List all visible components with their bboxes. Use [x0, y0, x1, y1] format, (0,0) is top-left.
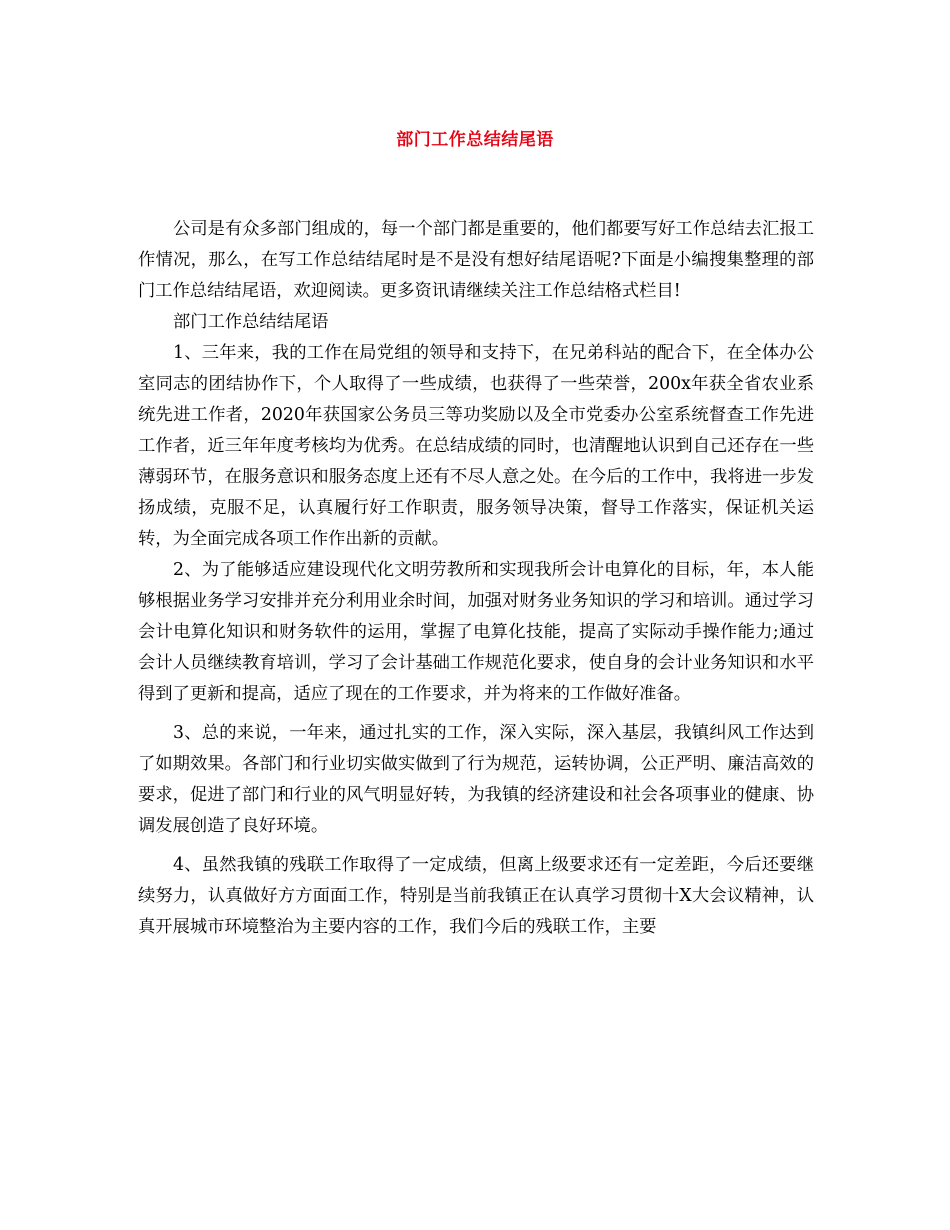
paragraph-3: 3、总的来说，一年来，通过扎实的工作，深入实际，深入基层，我镇纠风工作达到了如期效果。各部门和行业切实做实做到了行为规范，运转协调，公正严明、廉洁高效的要求，促进了部门和行业的风气明显好转，为我镇的经济建设和社会各项事业的健康、协调发展创造了良好环境。 — [138, 723, 814, 836]
section-heading: 部门工作总结结尾语 — [173, 312, 329, 332]
paragraph-1: 1、三年来，我的工作在局党组的领导和支持下，在兄弟科站的配合下，在全体办公室同志的团结协作下，个人取得了一些成绩，也获得了一些荣誉，200x年获全省农业系统先进工作者，2020年获国家公务员三等功奖励以及全市党委办公室系统督查工作先进工作者，近三年年度考核均为优秀。在总结成绩的同时，也清醒地认识到自己还存在一些薄弱环节，在服务意识和服务态度上还有不尽人意之处。在今后的工作中，我将进一步发扬成绩，克服不足，认真履行好工作职责，服务领导决策，督导工作落实，保证机关运转，为全面完成各项工作作出新的贡献。 — [138, 343, 814, 549]
document-body — [138, 214, 814, 943]
paragraph-2: 2、为了能够适应建设现代化文明劳教所和实现我所会计电算化的目标，年，本人能够根据业务学习安排并充分利用业余时间，加强对财务业务知识的学习和培训。通过学习会计电算化知识和财务软件的运用，掌握了电算化技能，提高了实际动手操作能力;通过会计人员继续教育培训，学习了会计基础工作规范化要求，使自身的会计业务知识和水平得到了更新和提高，适应了现在的工作要求，并为将来的工作做好准备。 — [138, 560, 814, 704]
intro-paragraph: 公司是有众多部门组成的，每一个部门都是重要的，他们都要写好工作总结去汇报工作情况，那么，在写工作总结结尾时是不是没有想好结尾语呢?下面是小编搜集整理的部门工作总结结尾语，欢迎阅读。更多资讯请继续关注工作总结格式栏目! — [138, 219, 814, 301]
document-title: 部门工作总结结尾语 — [396, 130, 554, 150]
paragraph-4: 4、虽然我镇的残联工作取得了一定成绩，但离上级要求还有一定差距，今后还要继续努力，认真做好方方面面工作，特别是当前我镇正在认真学习贯彻十X大会议精神，认真开展城市环境整治为主要内容的工作，我们今后的残联工作，主要 — [138, 855, 814, 937]
